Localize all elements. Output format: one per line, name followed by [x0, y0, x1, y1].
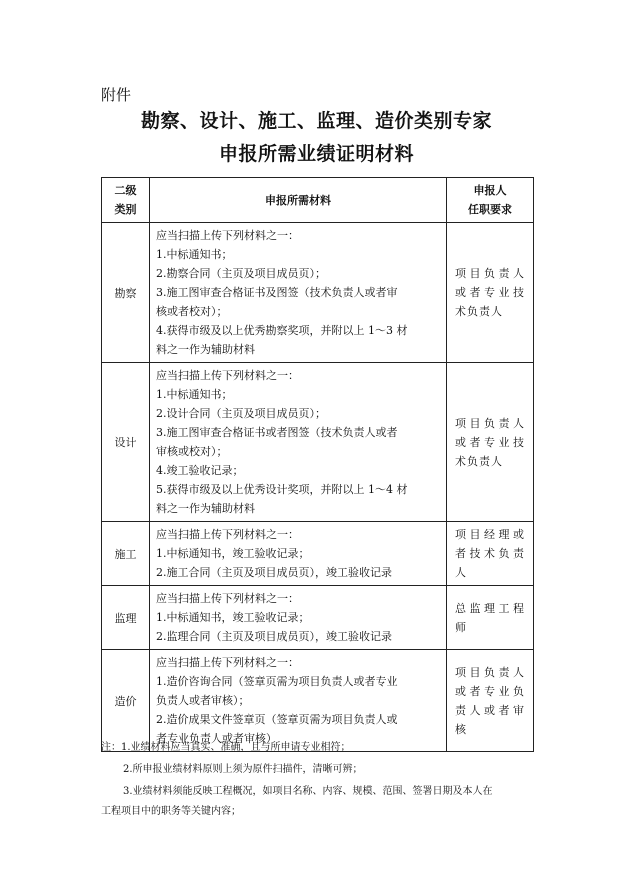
attachment-label: 附件: [101, 86, 132, 104]
header-requirement: 申报人 任职要求: [447, 178, 534, 223]
header-materials: 申报所需材料: [150, 178, 447, 223]
note-3-continuation: 工程项目中的职务等关键内容；: [101, 806, 241, 817]
header-category: 二级 类别: [102, 178, 150, 223]
note-2: 2.所申报业绩材料原则上须为原件扫描件，清晰可辨；: [123, 764, 363, 775]
materials-cell: 应当扫描上传下列材料之一： 1.中标通知书； 2.勘察合同（主页及项目成员页）； 3.施工图审查合格证书及图签（技术负责人或者审 核或者校对）； 4.获得市级及以上优秀勘察奖项，并附以上 1～3 材 料之一作为辅助材料: [150, 223, 447, 363]
category-cell: 施工: [102, 522, 150, 586]
requirement-cell: 项目经理或者技术负责人: [447, 522, 534, 586]
category-cell: 监理: [102, 586, 150, 650]
table-header-row: [102, 178, 534, 223]
materials-table: [101, 177, 534, 752]
note-1: 注：1.业绩材料应当真实、准确，且与所申请专业相符；: [101, 742, 351, 753]
table-row: [102, 223, 534, 363]
requirement-cell: 项目负责人或者专业技术负责人: [447, 363, 534, 522]
notes-section: [101, 737, 533, 823]
materials-cell: 应当扫描上传下列材料之一： 1.中标通知书，竣工验收记录； 2.施工合同（主页及项目成员页），竣工验收记录: [150, 522, 447, 586]
requirement-cell: 项目负责人或者专业技术负责人: [447, 223, 534, 363]
requirement-cell: 项目负责人或者专业负责人或者审核: [447, 650, 534, 752]
materials-cell: 应当扫描上传下列材料之一： 1.造价咨询合同（签章页需为项目负责人或者专业 负责人或者审核）； 2.造价成果文件签章页（签章页需为项目负责人或 者专业负责人或者审核）: [150, 650, 447, 752]
table-row: [102, 363, 534, 522]
table-row: [102, 586, 534, 650]
category-cell: 勘察: [102, 223, 150, 363]
table-row: [102, 522, 534, 586]
note-3: 3.业绩材料须能反映工程概况，如项目名称、内容、规模、范围、签署日期及本人在: [123, 786, 493, 797]
materials-cell: 应当扫描上传下列材料之一： 1.中标通知书； 2.设计合同（主页及项目成员页）； 3.施工图审查合格证书或者图签（技术负责人或者 审核或校对）； 4.竣工验收记录； 5.获得市级及以上优秀设计奖项，并附以上 1～4 材 料之一作为辅助材料: [150, 363, 447, 522]
document-title-line2: 申报所需业绩证明材料: [218, 143, 414, 165]
materials-cell: 应当扫描上传下列材料之一： 1.中标通知书，竣工验收记录； 2.监理合同（主页及项目成员页），竣工验收记录: [150, 586, 447, 650]
category-cell: 设计: [102, 363, 150, 522]
document-title-line1: 勘察、设计、施工、监理、造价类别专家: [140, 110, 492, 132]
category-cell: 造价: [102, 650, 150, 752]
requirement-cell: 总监理工程师: [447, 586, 534, 650]
